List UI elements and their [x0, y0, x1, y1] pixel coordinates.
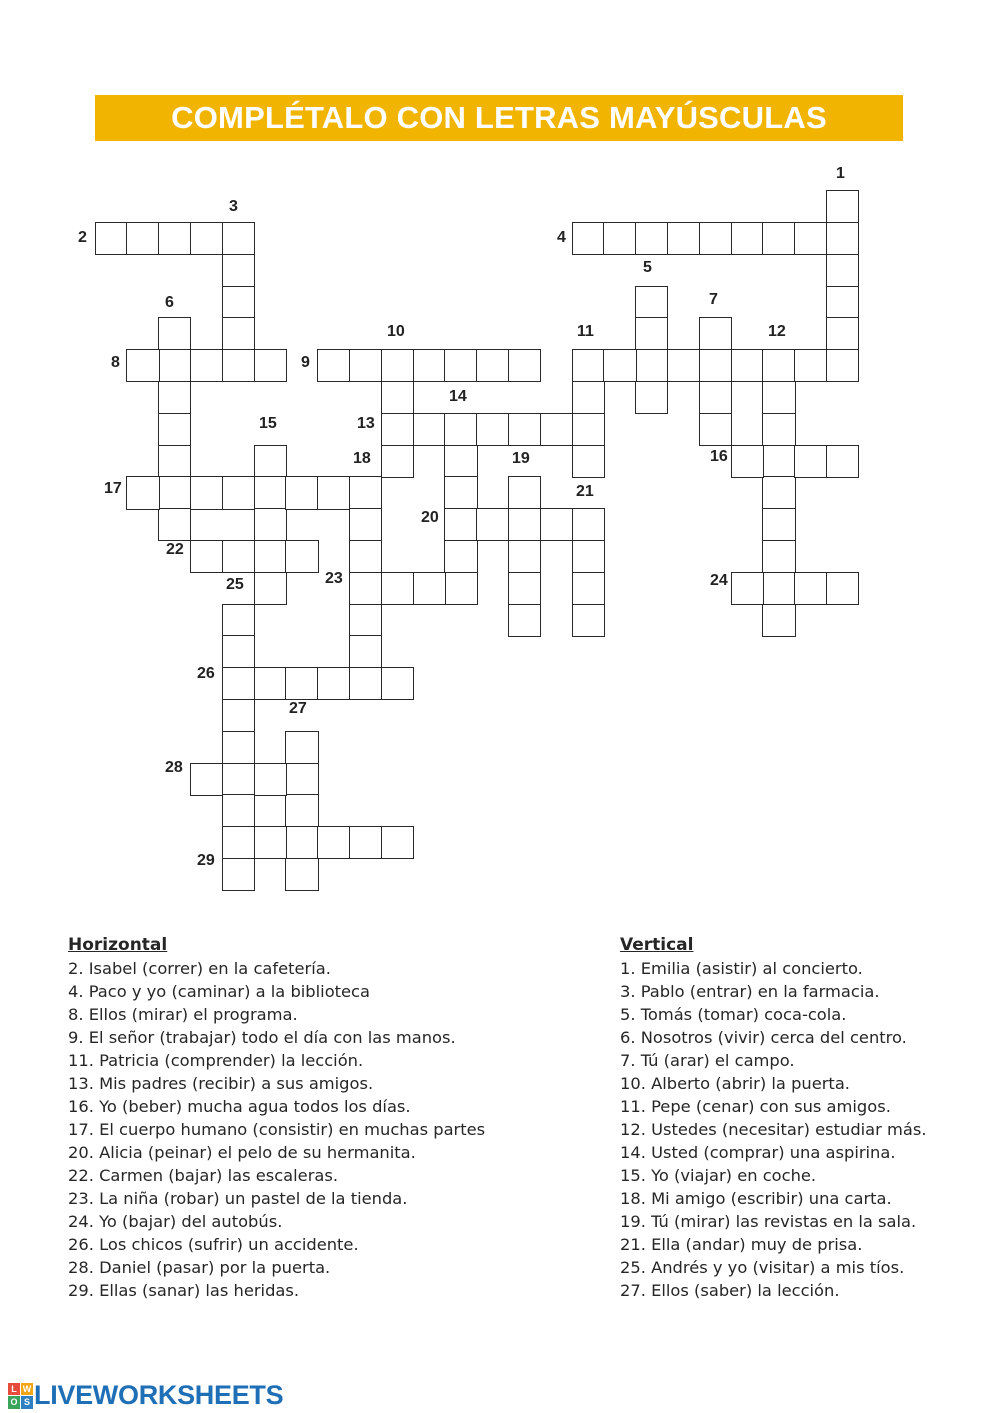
crossword-cell[interactable]	[158, 476, 191, 509]
crossword-cell[interactable]	[731, 572, 764, 605]
crossword-cell[interactable]	[572, 413, 605, 446]
crossword-cell[interactable]	[285, 667, 318, 700]
crossword-cell[interactable]	[317, 349, 350, 382]
crossword-cell[interactable]	[667, 349, 700, 382]
crossword-cell[interactable]	[126, 222, 159, 255]
vertical-clue: 25. Andrés y yo (visitar) a mis tíos.	[620, 1258, 905, 1277]
crossword-cell[interactable]	[762, 572, 795, 605]
crossword-cell[interactable]	[381, 445, 414, 478]
crossword-cell[interactable]	[731, 349, 764, 382]
crossword-cell[interactable]	[444, 445, 477, 478]
crossword-cell[interactable]	[222, 667, 255, 700]
crossword-cell[interactable]	[254, 445, 287, 478]
clue-number-label: 16	[710, 448, 728, 465]
crossword-cell[interactable]	[540, 413, 573, 446]
vertical-heading: Vertical	[620, 935, 694, 955]
clue-number-label: 1	[836, 165, 845, 182]
horizontal-clue: 8. Ellos (mirar) el programa.	[68, 1005, 298, 1024]
crossword-cell[interactable]	[95, 222, 128, 255]
crossword-cell[interactable]	[508, 540, 541, 573]
crossword-cell[interactable]	[190, 540, 223, 573]
crossword-cell[interactable]	[762, 540, 795, 573]
crossword-cell[interactable]	[635, 381, 668, 414]
vertical-clue: 19. Tú (mirar) las revistas en la sala.	[620, 1212, 917, 1231]
crossword-cell[interactable]	[699, 317, 732, 350]
vertical-clue: 27. Ellos (saber) la lección.	[620, 1281, 840, 1300]
horizontal-heading: Horizontal	[68, 935, 168, 955]
horizontal-clue: 2. Isabel (correr) en la cafetería.	[68, 959, 331, 978]
horizontal-clue: 17. El cuerpo humano (consistir) en muchas partes	[68, 1120, 486, 1139]
crossword-cell[interactable]	[254, 508, 287, 541]
crossword-cell[interactable]	[349, 604, 382, 637]
clue-number-label: 29	[197, 852, 215, 869]
crossword-cell[interactable]	[222, 604, 255, 637]
clue-number-label: 3	[229, 198, 238, 215]
clue-number-label: 8	[111, 354, 120, 371]
horizontal-clue: 28. Daniel (pasar) por la puerta.	[68, 1258, 331, 1277]
crossword-cell[interactable]	[826, 222, 859, 255]
crossword-cell[interactable]	[222, 794, 255, 827]
crossword-cell[interactable]	[190, 763, 223, 796]
crossword-cell[interactable]	[222, 254, 255, 287]
horizontal-clue-list	[68, 957, 485, 1302]
crossword-cell[interactable]	[158, 508, 191, 541]
clue-number-label: 4	[557, 229, 566, 246]
crossword-cell[interactable]	[826, 349, 859, 382]
crossword-cell[interactable]	[285, 858, 318, 891]
crossword-cell[interactable]	[222, 540, 255, 573]
crossword-cell[interactable]	[476, 349, 509, 382]
horizontal-clue: 16. Yo (beber) mucha agua todos los días.	[68, 1097, 411, 1116]
crossword-cell[interactable]	[762, 508, 795, 541]
crossword-cell[interactable]	[222, 731, 255, 764]
clue-number-label: 5	[643, 259, 652, 276]
liveworksheets-logo	[8, 1380, 283, 1411]
vertical-clue: 3. Pablo (entrar) en la farmacia.	[620, 982, 880, 1001]
horizontal-clue: 29. Ellas (sanar) las heridas.	[68, 1281, 300, 1300]
clue-number-label: 19	[512, 450, 530, 467]
vertical-clue: 7. Tú (arar) el campo.	[620, 1051, 795, 1070]
crossword-cell[interactable]	[190, 476, 223, 509]
crossword-cell[interactable]	[826, 317, 859, 350]
clue-number-label: 27	[289, 700, 307, 717]
crossword-cell[interactable]	[349, 349, 382, 382]
crossword-cell[interactable]	[731, 222, 764, 255]
logo-text: LIVEWORKSHEETS	[34, 1380, 284, 1410]
crossword-cell[interactable]	[476, 413, 509, 446]
crossword-cell[interactable]	[572, 381, 605, 414]
crossword-cell[interactable]	[349, 635, 382, 668]
crossword-cell[interactable]	[572, 604, 605, 637]
crossword-cell[interactable]	[413, 413, 446, 446]
crossword-cell[interactable]	[349, 572, 382, 605]
vertical-clue: 11. Pepe (cenar) con sus amigos.	[620, 1097, 891, 1116]
vertical-clue: 5. Tomás (tomar) coca-cola.	[620, 1005, 847, 1024]
crossword-cell[interactable]	[508, 476, 541, 509]
clue-number-label: 9	[301, 354, 310, 371]
clue-number-label: 14	[449, 388, 467, 405]
crossword-cell[interactable]	[413, 349, 446, 382]
crossword-cell[interactable]	[635, 349, 668, 382]
crossword-cell[interactable]	[222, 349, 255, 382]
crossword-cell[interactable]	[572, 572, 605, 605]
clue-number-label: 12	[768, 323, 786, 340]
clue-number-label: 7	[709, 291, 718, 308]
crossword-cell[interactable]	[222, 286, 255, 319]
crossword-cell[interactable]	[572, 540, 605, 573]
horizontal-clue: 23. La niña (robar) un pastel de la tienda.	[68, 1189, 408, 1208]
crossword-cell[interactable]	[667, 222, 700, 255]
crossword-cell[interactable]	[635, 222, 668, 255]
crossword-cell[interactable]	[317, 476, 350, 509]
horizontal-clue: 11. Patricia (comprender) la lección.	[68, 1051, 364, 1070]
crossword-cell[interactable]	[762, 222, 795, 255]
crossword-cell[interactable]	[540, 508, 573, 541]
crossword-cell[interactable]	[444, 508, 477, 541]
crossword-cell[interactable]	[826, 286, 859, 319]
crossword-cell[interactable]	[222, 763, 255, 796]
crossword-cell[interactable]	[572, 508, 605, 541]
vertical-clue: 10. Alberto (abrir) la puerta.	[620, 1074, 850, 1093]
clue-number-label: 6	[165, 294, 174, 311]
crossword-cell[interactable]	[317, 667, 350, 700]
vertical-clue: 12. Ustedes (necesitar) estudiar más.	[620, 1120, 927, 1139]
crossword-cell[interactable]	[285, 826, 318, 859]
crossword-cell[interactable]	[349, 826, 382, 859]
crossword-cell[interactable]	[826, 572, 859, 605]
crossword-cell[interactable]	[285, 794, 318, 827]
vertical-clue: 6. Nosotros (vivir) cerca del centro.	[620, 1028, 907, 1047]
crossword-cell[interactable]	[222, 317, 255, 350]
crossword-cell[interactable]	[762, 445, 795, 478]
crossword-cell[interactable]	[572, 445, 605, 478]
crossword-cell[interactable]	[190, 349, 223, 382]
crossword-cell[interactable]	[635, 317, 668, 350]
vertical-clue-list	[620, 957, 927, 1302]
crossword-cell[interactable]	[285, 476, 318, 509]
clue-number-label: 15	[259, 415, 277, 432]
crossword-cell[interactable]	[444, 476, 477, 509]
crossword-cell[interactable]	[349, 508, 382, 541]
crossword-cell[interactable]	[508, 349, 541, 382]
crossword-cell[interactable]	[444, 572, 477, 605]
crossword-cell[interactable]	[381, 826, 414, 859]
crossword-cell[interactable]	[254, 826, 287, 859]
clue-number-label: 22	[166, 541, 184, 558]
crossword-cell[interactable]	[254, 572, 287, 605]
crossword-cell[interactable]	[158, 349, 191, 382]
clue-number-label: 25	[226, 576, 244, 593]
crossword-cell[interactable]	[381, 667, 414, 700]
vertical-clue: 1. Emilia (asistir) al concierto.	[620, 959, 863, 978]
clue-number-label: 26	[197, 665, 215, 682]
crossword-cell[interactable]	[508, 508, 541, 541]
crossword-cell[interactable]	[826, 190, 859, 223]
horizontal-clue: 20. Alicia (peinar) el pelo de su hermanita.	[68, 1143, 416, 1162]
crossword-cell[interactable]	[190, 222, 223, 255]
crossword-cell[interactable]	[413, 572, 446, 605]
crossword-cell[interactable]	[794, 572, 827, 605]
crossword-cell[interactable]	[254, 667, 287, 700]
crossword-cell[interactable]	[254, 540, 287, 573]
crossword-cell[interactable]	[794, 349, 827, 382]
horizontal-clue: 13. Mis padres (recibir) a sus amigos.	[68, 1074, 374, 1093]
crossword-cell[interactable]	[158, 445, 191, 478]
horizontal-clue: 24. Yo (bajar) del autobús.	[68, 1212, 283, 1231]
vertical-clue: 18. Mi amigo (escribir) una carta.	[620, 1189, 892, 1208]
crossword-cell[interactable]	[158, 381, 191, 414]
crossword-cell[interactable]	[794, 445, 827, 478]
crossword-cell[interactable]	[444, 349, 477, 382]
crossword-cell[interactable]	[699, 349, 732, 382]
crossword-cell[interactable]	[794, 222, 827, 255]
crossword-cell[interactable]	[762, 381, 795, 414]
crossword-cell[interactable]	[222, 826, 255, 859]
crossword-cell[interactable]	[699, 381, 732, 414]
crossword-cell[interactable]	[349, 667, 382, 700]
crossword-cell[interactable]	[762, 604, 795, 637]
crossword-cell[interactable]	[826, 254, 859, 287]
crossword-cell[interactable]	[572, 222, 605, 255]
clue-number-label: 28	[165, 759, 183, 776]
vertical-clue: 21. Ella (andar) muy de prisa.	[620, 1235, 863, 1254]
crossword-cell[interactable]	[222, 699, 255, 732]
crossword-cell[interactable]	[222, 635, 255, 668]
crossword-cell[interactable]	[508, 413, 541, 446]
crossword-cell[interactable]	[285, 540, 318, 573]
crossword-cell[interactable]	[731, 445, 764, 478]
crossword-cell[interactable]	[476, 508, 509, 541]
crossword-cell[interactable]	[126, 476, 159, 509]
crossword-cell[interactable]	[508, 604, 541, 637]
clue-number-label: 24	[710, 572, 728, 589]
clue-number-label: 21	[576, 483, 594, 500]
crossword-cell[interactable]	[349, 476, 382, 509]
crossword-cell[interactable]	[158, 413, 191, 446]
crossword-cell[interactable]	[317, 826, 350, 859]
crossword-cell[interactable]	[349, 540, 382, 573]
clue-number-label: 13	[357, 415, 375, 432]
crossword-cell[interactable]	[254, 349, 287, 382]
horizontal-clue: 26. Los chicos (sufrir) un accidente.	[68, 1235, 359, 1254]
horizontal-clue: 4. Paco y yo (caminar) a la biblioteca	[68, 982, 370, 1001]
page-title: COMPLÉTALO CON LETRAS MAYÚSCULAS	[171, 100, 827, 135]
crossword-cell[interactable]	[381, 381, 414, 414]
crossword-cell[interactable]	[444, 540, 477, 573]
crossword-cell[interactable]	[381, 349, 414, 382]
crossword-cell[interactable]	[762, 476, 795, 509]
crossword-cell[interactable]	[285, 731, 318, 764]
vertical-clues	[620, 934, 927, 1302]
crossword-cell[interactable]	[699, 413, 732, 446]
crossword-cell[interactable]	[444, 413, 477, 446]
crossword-cell[interactable]	[222, 222, 255, 255]
clue-number-label: 17	[104, 480, 122, 497]
crossword-cell[interactable]	[254, 476, 287, 509]
crossword-cell[interactable]	[381, 572, 414, 605]
crossword-cell[interactable]	[222, 476, 255, 509]
crossword-cell[interactable]	[222, 858, 255, 891]
crossword-cell[interactable]	[699, 222, 732, 255]
vertical-clue: 15. Yo (viajar) en coche.	[620, 1166, 817, 1185]
logo-mark-icon: L W O S	[8, 1383, 32, 1409]
crossword-cell[interactable]	[635, 286, 668, 319]
crossword-cell[interactable]	[762, 413, 795, 446]
crossword-cell[interactable]	[762, 349, 795, 382]
crossword-cell[interactable]	[508, 572, 541, 605]
clue-number-label: 10	[387, 323, 405, 340]
crossword-cell[interactable]	[158, 317, 191, 350]
crossword-cell[interactable]	[285, 763, 318, 796]
crossword-cell[interactable]	[603, 222, 636, 255]
crossword-cell[interactable]	[381, 413, 414, 446]
horizontal-clue: 9. El señor (trabajar) todo el día con las manos.	[68, 1028, 456, 1047]
crossword-cell[interactable]	[572, 349, 605, 382]
clue-number-label: 2	[78, 229, 87, 246]
clue-number-label: 23	[325, 570, 343, 587]
clue-number-label: 20	[421, 509, 439, 526]
crossword-cell[interactable]	[158, 222, 191, 255]
crossword-cell[interactable]	[826, 445, 859, 478]
clue-number-label: 11	[577, 323, 594, 340]
clue-number-label: 18	[353, 450, 371, 467]
horizontal-clues	[68, 934, 485, 1302]
crossword-cell[interactable]	[126, 349, 159, 382]
horizontal-clue: 22. Carmen (bajar) las escaleras.	[68, 1166, 339, 1185]
vertical-clue: 14. Usted (comprar) una aspirina.	[620, 1143, 896, 1162]
crossword-cell[interactable]	[254, 763, 287, 796]
crossword-cell[interactable]	[603, 349, 636, 382]
